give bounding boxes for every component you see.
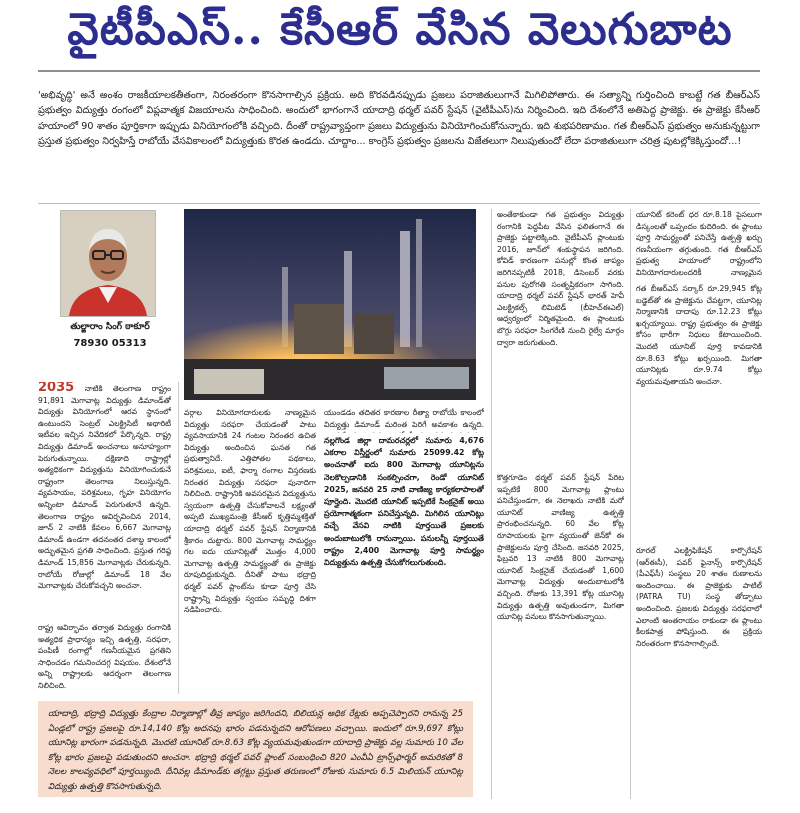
column-divider — [630, 209, 631, 799]
column-5-para-2: గత బీఆర్ఎస్ సర్కార్ రూ.29,945 కోట్ల బడ్జెట్‌తో ఈ ప్రాజెక్టును చేపట్టగా, యూనిట్ల నిర్మాణానికి దాదాపు రూ.12.23 కోట్లు ఖర్చయ్యాయి. రాష్ట్ర ప్రభుత్వం ఈ ప్రాజెక్టు కోసం భారీగా నిధులు కేటాయించింది. మొదటి యూనిట్ పూర్తి కావడానికి రూ.8.63 కోట్లు ఖర్చయింది. మిగతా యూనిట్లకు రూ.9.74 కోట్లు వ్యయమవుతాయని అంచనా. — [636, 284, 762, 386]
column-1-para-2: రాష్ట్ర ఆవిర్భావం తర్వాత విద్యుత్తు రంగానికి అత్యధిక ప్రాధాన్యం ఇచ్చి ఉత్పత్తి, సరఫరా, పంపిణీ రంగాల్లో గణనీయమైన ప్రగతిని సాధించడం గమనించదగ్గ విషయం. దేశంలోనే అన్ని రాష్ట్రాలకు ఆదర్శంగా తెలంగాణ నిలిచింది. — [38, 623, 171, 690]
lead-number: 2035 — [38, 382, 75, 395]
column-4: అంతేకాకుండా గత ప్రభుత్వం విద్యుత్తు రంగానికి పెద్దపీట వేసిన ఫలితంగానే ఈ ప్రాజెక్టు పట్టాలెక్కింది. వైటీపీఎస్ ప్లాంటుకు 2016, జూన్‌లో శంకుస్థాపన జరిగింది. కోవిడ్ కారణంగా పనుల్లో కొంత జాప్యం జరిగినప్పటికీ 2018, డిసెంబర్ వరకు పనుల పురోగతి సంతృప్తికరంగా సాగింది. యాదాద్రి థర్మల్ పవర్ స్టేషన్ భారత్ హెవీ ఎలక్ట్రికల్స్ లిమిటెడ్ (బీహెచ్ఈఎల్) ఆధ్వర్యంలో నిర్మితమైంది. ఈ ప్లాంటుకు బొగ్గు సరఫరా సింగరేణి నుంచి రైల్వే మార్గం ద్వారా జరుగుతుంది. — [497, 210, 624, 347]
column-5: యూనిట్ కరెంట్ ధర రూ.8.18 పైసలుగా డిస్కంలతో ఒప్పందం కుదిరింది. ఈ ప్లాంటు పూర్తి సామర్థ్యంతో పనిచేస్తే ఉత్పత్తి ఖర్చు గణనీయంగా తగ్గుతుంది. గత బీఆర్ఎస్ ప్రభుత్వ హయాంలో రాష్ట్రంలోని వినియోగదారులందరికీ నాణ్యమైన — [636, 210, 762, 277]
headline: వైటీపీఎస్.. కేసీఆర్ వేసిన వెలుగుబాట — [67, 4, 733, 55]
intro-paragraph: 'అభివృద్ధి' అనే అంశం రాజకీయాలకతీతంగా, నిరంతరంగా కొనసాగాల్సిన ప్రక్రియ. అది కొరవడినప్పుడు ప్రజలు పరాజితులుగానే మిగిలిపోతారు. ఈ సత్యాన్ని గుర్తించింది కాబట్టే గత బీఆర్ఎస్ ప్రభుత్వం విద్యుత్తు రంగంలో విప్లవాత్మక విజయాలను సాధించింది. అందులో భాగంగానే యాదాద్రి థర్మల్ పవర్ స్టేషన్ (వైటీపీఎస్)ను నిర్మించింది. ఇది దేశంలోనే అతిపెద్ద ప్రాజెక్టు. ఈ ప్రాజెక్టు కేసీఆర్ హయాంలో 90 శాతం పూర్తికాగా ఇప్పుడు వినియోగంలోకి వచ్చింది. దీంతో రాష్ట్రవ్యాప్తంగా ప్రజలు విద్యుత్తును వినియోగించుకోనున్నారు. ఇది శుభపరిణామం. గత బీఆర్ఎస్ ప్రభుత్వం అనుకున్నట్టుగా ప్రస్తుత ప్రభుత్వం నిర్వహిస్తే రాబోయే వేసవికాలంలో విద్యుత్తుకు కొరత ఉండదు. చూద్దాం... కాంగ్రెస్ ప్రభుత్వం ప్రజలను విజేతలుగా నిలుపుతుందో లేదా పరాజితులుగా చరిత్ర పుటల్లోకెక్కిస్తుందో...! — [38, 90, 760, 148]
column-2: వర్గాల వినియోగదారులకు నాణ్యమైన విద్యుత్తు సరఫరా చేయడంతో పాటు వ్యవసాయానికి 24 గంటల నిరంతర ఉచిత విద్యుత్తు అందించిన ఘనత గత ప్రభుత్వానిదే. ఎత్తిపోతల పథకాలు, పరిశ్రమలు, ఐటీ, ఫార్మా రంగాల విస్తరణకు నిరంతర విద్యుత్తు సరఫరా పునాదిగా నిలిచింది. రాష్ట్రానికి అవసరమైన విద్యుత్తును స్వయంగా ఉత్పత్తి చేసుకోవాలనే లక్ష్యంతో అప్పటి ముఖ్యమంత్రి కేసీఆర్ కృత్తిమ్మశక్తితో యాదాద్రి థర్మల్ పవర్ స్టేషన్ నిర్మాణానికి శ్రీకారం చుట్టారు. 800 మెగావాట్ల సామర్థ్యం గల ఐదు యూనిట్లతో మొత్తం 4,000 మెగావాట్ల ఉత్పత్తి సామర్థ్యంతో ఈ ప్రాజెక్టు రూపుదిద్దుకున్నది. దీనితో పాటు భద్రాద్రి థర్మల్ పవర్ ప్లాంట్‌ను కూడా పూర్తి చేసి రాష్ట్రాన్ని విద్యుత్తు స్వయం సమృద్ధి దిశగా నడిపించారు. — [184, 408, 316, 615]
headline-rule — [38, 70, 760, 72]
intro-rule — [38, 203, 760, 204]
column-3: యుండడం తదితర కారణాల రీత్యా రాబోయే కాలంలో విద్యుత్తు డిమాండ్ మరింత పెరిగే అవకాశం ఉన్నది. — [324, 408, 484, 429]
highlight-box: నల్లగొండ జిల్లా దామరచర్లలో సుమారు 4,676 ఎకరాల విస్తీర్ణంలో సుమారు 25099.42 కోట్ల అంచనాతో ఐదు 800 మెగావాట్ల యూనిట్లను నెలకొల్పడానికి సంకల్పించగా, రెండో యూనిట్ 2025, జనవరి 25 నాటి వాణిజ్య కార్యకలాపాలతో పూర్తైంది. మొదటి యూనిట్ ఇప్పటికే సింక్రనైజ్ అయి ప్రయోగాత్మకంగా పనిచేస్తున్నది. మిగిలిన యూనిట్లు వచ్చే వేసవి నాటికి పూర్తయితే ప్రజలకు అందుబాటులోకి రానున్నాయి. పనులన్నీ పూర్తయితే రాష్ట్రం 2,400 మెగావాట్ల పూర్తి సామర్థ్యం విద్యుత్తును ఉత్పత్తి చేసుకోగలుగుతుంది. — [324, 436, 484, 568]
column-4-para-2: కొత్తగూడెం థర్మల్ పవర్ స్టేషన్ పేరిట ఇప్పటికే 800 మెగావాట్ల ప్లాంటు పనిచేస్తుండగా, ఈ నెలాఖరు నాటికి మరో యూనిట్ వాణిజ్య ఉత్పత్తి ప్రారంభించనున్నది. 60 వేల కోట్ల రూపాయలకు పైగా వ్యయంతో జెన్‌కో ఈ ప్రాజెక్టులను పూర్తి చేసింది. జనవరి 2025, ఫిబ్రవరి 13 నాటికి 800 మెగావాట్ల యూనిట్ సింక్రనైజ్ చేయడంతో 1,600 మెగావాట్ల విద్యుత్తు అందుబాటులోకి వచ్చింది. రోజుకు 13,391 కోట్ల యూనిట్ల విద్యుత్తు ఉత్పత్తి అవుతుండగా, మిగతా యూనిట్ల పనులు కొనసాగుతున్నాయి. — [497, 473, 624, 622]
column-divider — [491, 209, 492, 799]
author-photo — [60, 210, 156, 317]
author-phone: 78930 05313 — [73, 338, 147, 349]
column-5-para-3: రూరల్ ఎలక్ట్రిఫికేషన్ కార్పొరేషన్ (ఆర్ఈసీ), పవర్ ఫైనాన్స్ కార్పొరేషన్ (పీఎఫ్‌సీ) సంస్థలు 20 శాతం రుణాలను అందించాయి. ఈ ప్రాజెక్టుకు పాటిల్ (PATRA TU) సంస్థ తోడ్పాటు అందించింది. ప్రజలకు విద్యుత్తు సరఫరాలో ఎలాంటి అంతరాయం రాకుండా ఈ ప్లాంటు కీలకపాత్ర పోషిస్తుంది. ఈ ప్రక్రియ నిరంతరంగా కొనసాగాల్సిందే. — [636, 546, 762, 648]
column-divider — [178, 382, 179, 694]
bottom-highlight: యాదాద్రి, భద్రాద్రి విద్యుత్తు కేంద్రాల నిర్మాణాల్లో తీవ్ర జాప్యం జరిగిందని, బిలియన్ల అధిక రేట్లకు అప్పచెప్పారని రానున్న 25 ఏండ్లలో రాష్ట్ర ప్రజలపై రూ.14,140 కోట్ల అదనపు భారం పడనున్నదని ఆరోపణలు వచ్చాయి. ఇందులో రూ.9,697 కోట్లు యూనిట్ల భారంగా పడనున్నది. మొదటి యూనిట్ రూ.8.63 కోట్ల వ్యయమవుతుండగా యాదాద్రి ప్రాజెక్టు వల్ల సుమారు 10 వేల కోట్ల భారం ప్రజలపై పడుతుందని అంచనా. భద్రాద్రి థర్మల్ పవర్ ప్లాంట్ సంబంధించి 820 ఎంవీఏ ట్రాన్స్‌ఫార్మర్ అమరికతో 8 నెలల కాలవ్యవధిలో పూర్తయ్యింది. దీనివల్ల డిమాండ్‌కు తగ్గట్టు ప్రస్తుత తరుణంలో రోజుకు సుమారు 6.5 మిలియన్ యూనిట్ల విద్యుత్తు ఉత్పత్తి కొనసాగుతున్నది. — [38, 701, 473, 797]
column-1 — [38, 382, 171, 614]
power-plant-photo — [184, 209, 476, 400]
author-name: తుల్జారాం సింగ్ ఠాకూర్ — [70, 322, 150, 332]
column-1-text: నాటికి తెలంగాణ రాష్ట్రం 91,891 మెగావాట్ల విద్యుత్తు డిమాండ్‌తో విద్యుత్తు వినియోగంలో ఆరవ స్థానంలో ఉంటుందని సెంట్రల్ ఎలక్ట్రిసిటీ అథారిటీ ఇటీవల ఇచ్చిన నివేదికలో పేర్కొన్నది. రాష్ట్ర విద్యుత్తు డిమాండ్ అంచనాలు అనూహ్యంగా పెరుగుతున్నాయి. దక్షిణాది రాష్ట్రాల్లో అత్యధికంగా విద్యుత్తును వినియోగించుకునే రాష్ట్రంగా తెలంగాణ నిలుస్తున్నది. వ్యవసాయం, పరిశ్రమలు, గృహ వినియోగం అన్నింటా డిమాండ్ పెరుగుతూనే ఉన్నది. తెలంగాణ రాష్ట్రం ఆవిర్భవించిన 2014, జూన్ 2 నాటికి కేవలం 6,667 మెగావాట్ల డిమాండ్ ఉండగా తదనంతర దశాబ్ద కాలంలో అద్భుతమైన ప్రగతి సాధించింది. ప్రస్తుత గరిష్ఠ డిమాండ్ 15,856 మెగావాట్లకు చేరుకున్నది. రాబోయే రోజుల్లో డిమాండ్ 18 వేల మెగావాట్లకు చేరుకోవచ్చని అంచనా. — [38, 384, 171, 591]
